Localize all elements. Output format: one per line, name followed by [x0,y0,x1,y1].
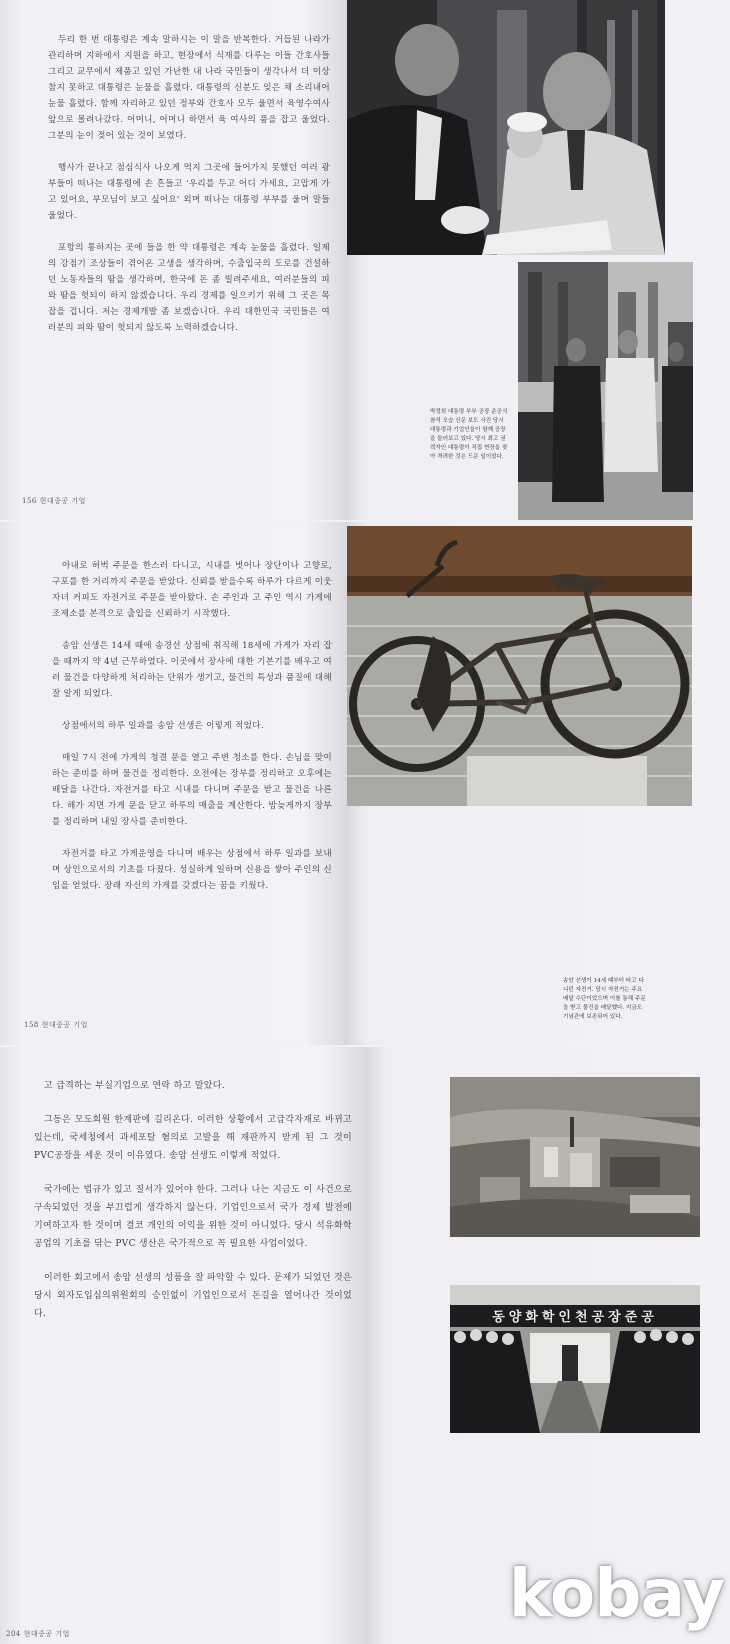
book-spread-2 [0,522,730,1045]
photo-caption: 송암 선생이 14세 때부터 타고 다니던 자전거. 당시 자전거는 주요 배달 수단이었으며 이를 통해 주문을 받고 물건을 배달했다. 지금도 기념관에 보존되어 있다. [563,978,646,1020]
photo-plant-completion-ceremony [450,1285,700,1433]
paragraph: 고 급격하는 부실기업으로 연락 하고 말았다. [44,1081,225,1091]
paragraph: 국가에는 법규가 있고 질서가 있어야 한다. 그러나 나는 지금도 이 사건으로 구속되었던 것을 부끄럽게 생각하지 않는다. 기업인으로서 국가 경제 발전에 기여하고자 한 것이며 결코 개인의 이익을 위한 것이 아니었다. 당시 석유화학 공업의 기초를 닦는 PVC 생산은 국가적으로 꼭 필요한 사업이었다. [34,1185,352,1249]
left-page [0,1047,365,1644]
page-folio: 158 현대중공 기업 [24,1021,88,1029]
paragraph: 이러한 회고에서 송암 선생의 성품을 잘 파악할 수 있다. 문제가 되었던 것은 당시 외자도입심의위원회의 승인없이 기업인으로서 돈길을 열어나간 것이었다. [34,1273,352,1319]
paragraph: 그동은 모도회원 한계판에 길리온다. 이러한 상황에서 고급각자재로 바뀌고 있는데, 국세청에서 과세포탈 혐의로 고발을 해 재판까지 받게 된 그 것이 PVC공장을 세운 것이 이유였다. 송암 선생도 이렇게 적었다. [34,1115,352,1161]
photo-caption: 박정희 대통령 부부 공장 준공식 참석 모습 신문 보도 사진 당시 대통령과 기업인들이 함께 공장을 둘러보고 있다. 당시 최고 권력자인 대통령이 직접 현장을 찾아 격려한 것은 드문 일이었다. [430,409,508,460]
paragraph: 아내로 허벅 주문을 한스러 다니고, 시내를 벗어나 장단이나 고향로, 구포를 한 거리까지 주문을 받았다. 신뢰를 받을수록 하루가 다르게 이웃 자녀 커피도 자전거로 주문을 받아왔다. 손 주인과 고 주인 역시 가게에 조제소를 본격으로 출입을 신뢰하기 시작했다. [52,561,332,619]
left-page [0,0,345,520]
body-text [52,558,332,910]
paragraph: 송암 선생은 14세 때에 송경선 상점에 취직해 18세에 가게가 자리 잡을 때까지 약 4년 근무하였다. 이곳에서 장사에 대한 기본기를 배우고 여러 물건을 다양하게 처리하는 단위가 생기고, 물건의 특성과 품질에 대해 잘 알게 되었다. [52,641,332,699]
paragraph: 매일 7시 전에 가게의 청결 문을 열고 주변 청소를 한다. 손님을 맞이하는 준비를 하며 물건을 정리한다. 오전에는 장부를 정리하고 오후에는 배달을 나간다. 자전거를 타고 시내를 다니며 주문을 받고 물건을 나른다. 해가 지면 가게 문을 닫고 하루의 매출을 계산한다. 밤늦게까지 장부를 정리하며 내일 장사를 준비한다. [52,753,332,827]
photo-old-bicycle [347,526,692,806]
body-text [48,32,330,352]
paragraph: 포항의 통하지는 곳에 들을 한 약 대통령은 계속 눈물을 흘렸다. 일제의 강점기 조상들이 겪어온 고생을 생각하며, 수출입국의 도로를 건설하던 노동자들의 땀을 생각하며, 한국에 돈 좀 빌려주세요, 여러분들의 피와 땀을 헛되이 하지 않겠습니다. 우리 경제를 일으키기 위해 그 곳은 목 잡을 겁니다. 저는 경제개발 좀 보겠습니다. 우리 대한민국 국민들은 여러분의 피와 땀이 헛되지 않도록 노력하겠습니다. [48,243,330,333]
page-folio: 204 현대중공 기업 [6,1630,70,1638]
paragraph: 자전거를 타고 가게운영을 다니며 배우는 상점에서 하루 일과를 보내며 상인으로서의 기초를 다졌다. 성실하게 일하며 신용을 쌓아 주인의 신임을 얻었다. 장래 자신의 가게를 갖겠다는 꿈을 키웠다. [52,849,332,891]
photo-ceremony-handshake [347,0,665,255]
paragraph: 상점에서의 하루 일과를 송암 선생은 이렇게 적었다. [62,721,264,731]
right-page [345,522,730,1045]
right-page [345,0,730,520]
paragraph: 두리 한 번 대통령은 계속 말하시는 이 말을 반복한다. 거듭된 나라가 관리하며 지하에서 지원을 하고, 현장에서 식재를 다루는 이들 간호사들 그리고 교무에서 제품고 있던 가난한 내 나라 국민들이 생각나서 더 이상 참지 못하고 대통령은 눈물을 흘렸다. 대통령의 신분도 잊은 채 소리내어 눈물 흘렸다. 함께 자리하고 있던 정부와 간호사 모두 울면서 육영수여사 앞으로 몰려나갔다. 어머니, 어머니 하면서 육 여사의 품을 잡고 울었다. 그분의 눈이 젖어 있는 것이 보였다. [48,35,330,141]
watermark-text: kobay [508,1555,724,1632]
body-text [34,1077,352,1339]
paragraph: 행사가 끝나고 점심식사 나오게 먹지 그곳에 들어가지 못했던 여러 광부들이 떠나는 대통령에 손 흔들고 '우리를 두고 어디 가세요, 고맙게 가고 있어요, 부모님이 보고 싶어요' 외며 떠나는 대통령 부부를 울며 말들 울었다. [48,163,330,221]
photo-aerial-factory [450,1077,700,1237]
left-page [0,522,345,1045]
kobay-watermark-logo [508,1548,730,1644]
photo-plant-visit [518,262,693,520]
book-spread-1 [0,0,730,520]
page-folio: 156 현대중공 기업 [22,497,86,505]
ceremony-banner: 동양화학인천공장준공 [492,1310,658,1325]
